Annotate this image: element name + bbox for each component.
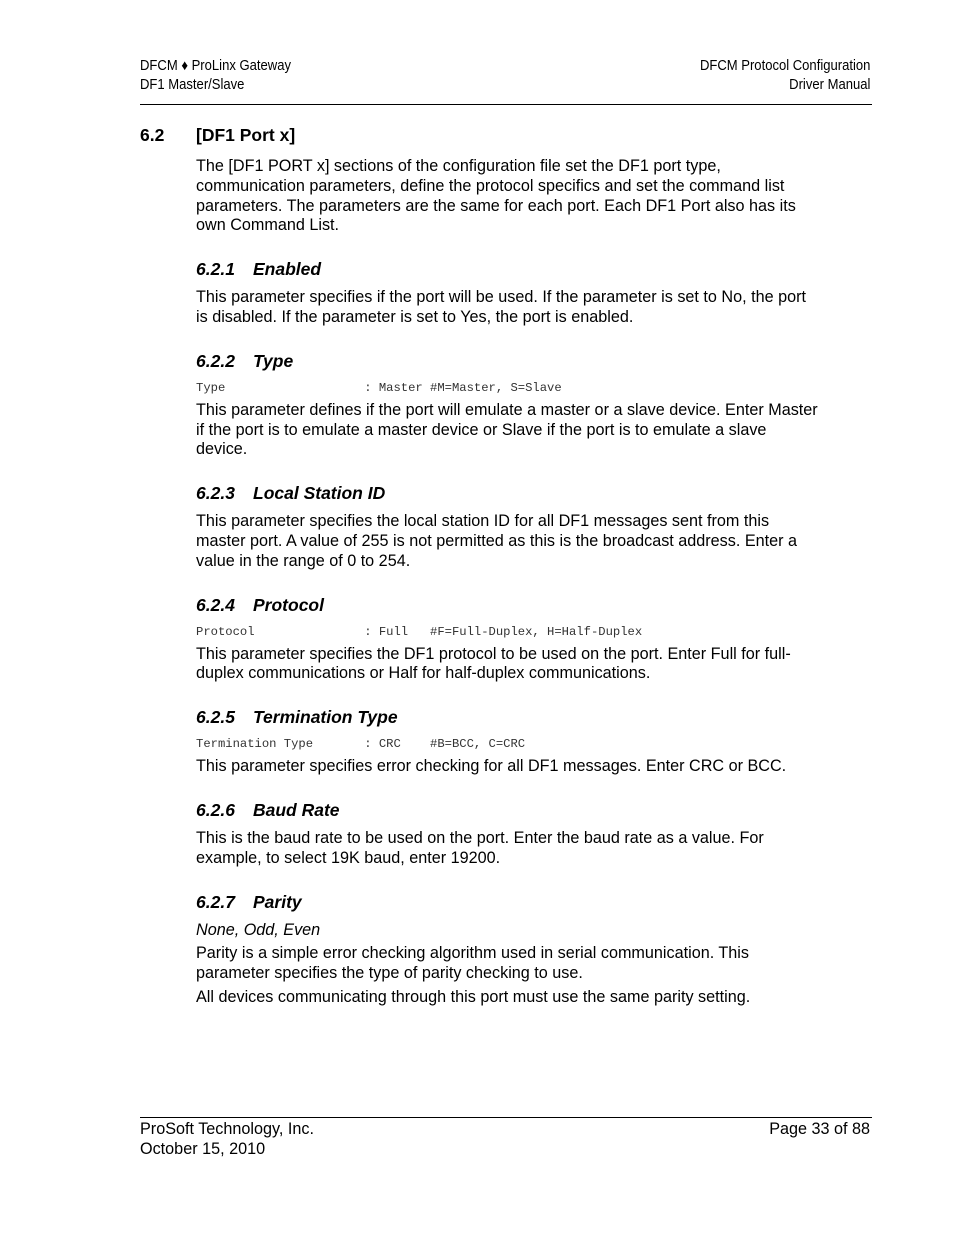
header-product: DFCM ♦ ProLinx Gateway [140,58,291,74]
paragraph: This parameter specifies the local station ID for all DF1 messages sent from this master port. A value of 255 is not permitted as this is the broadcast address. Enter a value in the range of 0 to 254. [196,512,798,570]
paragraph: This parameter defines if the port will emulate a master or a slave device. Enter Master if the port is to emulate a master device or Slave if the port is to emulate a slave device. [196,400,818,459]
header-manual: Driver Manual [788,77,870,93]
subsection-body-type [196,380,820,460]
subsection-heading-enabled [196,258,820,280]
subsection-number: 6.2.2 [196,350,235,371]
paragraph: This parameter specifies the DF1 protocol to be used on the port. Enter Full for full-duplex communications or Half for half-duplex communications. [196,644,791,683]
subsection-title: Parity [253,891,302,912]
page-content [140,124,820,1022]
section-body [196,157,820,236]
subsection-heading-parity [196,891,820,913]
paragraph: This is the baud rate to be used on the port. Enter the baud rate as a value. For example, to select 19K baud, enter 19200. [196,828,764,867]
subsection-number: 6.2.5 [196,707,235,728]
header-right [700,57,870,95]
subsection-title: Local Station ID [253,483,386,504]
subsection-title: Protocol [253,594,324,615]
subsection-title: Type [253,350,294,371]
section-title: [DF1 Port x] [196,125,296,145]
footer-right [769,1120,870,1140]
page-number: Page 33 of 88 [769,1120,870,1138]
footer-rule [140,1117,872,1118]
paragraph: All devices communicating through this port must use the same parity setting. [196,987,751,1006]
subsection-heading-protocol [196,594,820,616]
subsection-heading-type [196,350,820,372]
subsection-number: 6.2.3 [196,483,235,504]
subsection-number: 6.2.1 [196,259,235,280]
footer-date: October 15, 2010 [140,1139,266,1158]
config-code-line: Termination Type : CRC #B=BCC, C=CRC [196,737,526,752]
subsection-body-termination-type [196,736,820,777]
section-number: 6.2 [140,125,165,145]
parity-values: None, Odd, Even [196,920,321,939]
section-heading [140,124,820,146]
header-left [140,57,291,95]
footer-left [140,1120,314,1159]
subsection-heading-baud-rate [196,799,820,821]
subsection-body-protocol [196,624,820,685]
footer-company: ProSoft Technology, Inc. [140,1120,314,1138]
subsection-title: Enabled [253,259,322,280]
config-code-line: Protocol : Full #F=Full-Duplex, H=Half-Duplex [196,624,643,639]
subsection-number: 6.2.4 [196,594,235,615]
subsection-body-local-station-id [196,512,820,571]
paragraph: Parity is a simple error checking algorithm used in serial communication. This parameter specifies the type of parity checking to use. [196,944,749,983]
section-intro: The [DF1 PORT x] sections of the configuration file set the DF1 port type, communication parameters, define the protocol specifics and set the command list parameters. The parameters are the same for each port. Each DF1 Port also has its own Command List. [196,157,796,235]
header-rule [140,104,872,105]
header-chapter: DFCM Protocol Configuration [699,58,870,74]
config-code-line: Type : Master #M=Master, S=Slave [196,380,562,395]
subsection-number: 6.2.7 [196,891,235,912]
subsection-heading-local-station-id [196,482,820,504]
subsection-body-baud-rate [196,829,820,869]
subsection-title: Baud Rate [253,799,340,820]
subsection-number: 6.2.6 [196,799,235,820]
paragraph: This parameter specifies error checking for all DF1 messages. Enter CRC or BCC. [196,757,787,776]
header-product-sub: DF1 Master/Slave [140,77,245,93]
subsection-body-enabled [196,288,820,328]
subsection-title: Termination Type [253,707,398,728]
subsection-heading-termination-type [196,706,820,728]
paragraph: This parameter specifies if the port will be used. If the parameter is set to No, the port is disabled. If the parameter is set to Yes, the port is enabled. [196,288,807,326]
subsection-body-parity [196,921,820,1008]
